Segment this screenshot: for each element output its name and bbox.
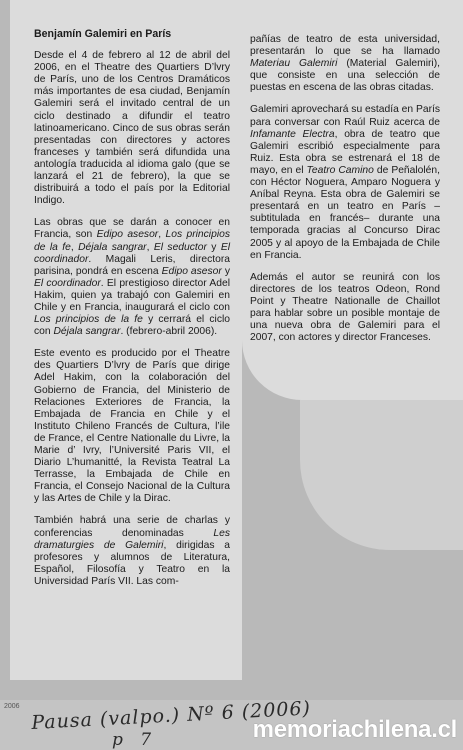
text-run: Desde el 4 de febrero al 12 de abril del 2006, en el Theatre des Quartiers D’lvry de París, uno de los Centros Dramáticos más importantes de esa ciudad, Benjamín Galemiri será el invitado central de un ciclo destinado a difundir el teatro latinoamericano. Cinco de sus obras serán presentadas con directores y actores franceses y también será difundida una antología traducida al idioma galo (que se lanzará el 21 de febrero), la que se distribuirá a todo el país por la Editorial Indigo. (34, 50, 230, 207)
article-paragraph (250, 104, 440, 261)
italic-title: Les dramaturgies de Galemiri (34, 527, 230, 551)
text-run: , (146, 241, 154, 253)
memoriachilena-logo: memoriachilena.cl (252, 716, 457, 743)
italic-title: Los principios de la fe (34, 229, 230, 253)
text-run: Las obras que se darán a conocer en Francia, son (34, 217, 230, 241)
handwritten-citation: Pausa (valpo.) Nº 6 (2006) (30, 697, 312, 734)
text-run: . (febrero-abril 2006). (120, 326, 218, 338)
text-run: . Magali Leris, directora parisina, pondrá en escena (34, 253, 230, 277)
text-run: , dirigidas a profesores y alumnos de Literatura, Español, Filosofía y Teatro en la Universidad París VII. Las com- (34, 539, 230, 587)
italic-title: Infamante Electra (250, 128, 335, 140)
article-right-column (250, 34, 440, 354)
article-paragraph (250, 272, 440, 345)
italic-title: Edipo asesor (161, 265, 222, 277)
text-run: y cerrará el ciclo con (34, 314, 230, 338)
left-paragraphs (34, 50, 230, 588)
italic-title: El seductor (153, 241, 207, 253)
text-run: , (70, 241, 79, 253)
text-run: y (221, 265, 230, 277)
text-run: pañías de teatro de esta universidad, presentarán lo que se ha llamado (250, 34, 440, 58)
article-paragraph (34, 515, 230, 588)
text-run: También habrá una serie de charlas y conferencias denominadas (34, 515, 230, 539)
article-left-column (34, 28, 230, 598)
text-run: , (158, 229, 166, 241)
text-run: , obra de teatro que Galemiri escribió especialmente para Ruiz. Esta obra se estrenará el 18 de mayo, en el (250, 128, 440, 176)
page-number: 2006 (4, 703, 20, 710)
italic-title: Déjala sangrar (78, 241, 147, 253)
italic-title: Teatro Camino (306, 164, 374, 176)
italic-title: Materiau Galemiri (250, 58, 338, 70)
background-shape-lower-right (300, 400, 463, 550)
article-paragraph (34, 50, 230, 207)
article-paragraph (250, 34, 440, 94)
italic-title: Déjala sangrar (53, 326, 121, 338)
italic-title: Los principios de la fe (34, 314, 143, 326)
text-run: Este evento es producido por el Theatre des Quartiers D’lvry de París que dirige Adel Hakim, con la colaboración del Gobierno de Francia, del Ministerio de Relaciones Exteriores de Francia, la Embajada de Francia en Chile y el Instituto Chileno Francés de Cultura, l’ile de France, el Centre Nationalle du Livre, la Marie d’ Ivry, l’Université Paris VII, el Diario L’humanitté, la Revista Teatral La Terrasse, la Embajada de Chile en Francia, el Consejo Nacional de la Cultura y las Artes de Chile y la Dirac. (34, 348, 230, 505)
text-run: de Peñalolén, con Héctor Noguera, Amparo Noguera y Aníbal Reyna. Esta obra de Galemiri se presentará en un teatro en París –subtitulada en francés– durante una temporada gracias al Concurso Dirac 2005 y al apoyo de la Embajada de Chile en Francia. (250, 164, 441, 261)
right-paragraphs (250, 34, 440, 344)
article-heading: Benjamín Galemiri en París (34, 28, 172, 40)
italic-title: El coordinador (34, 241, 231, 265)
article-paragraph (34, 217, 230, 338)
handwritten-page: p 7 (112, 730, 158, 750)
text-run: (Material Galemiri), que consiste en una selección de puestas en escena de las obras citadas. (250, 58, 440, 94)
italic-title: Edipo asesor (96, 229, 159, 241)
text-run: Además el autor se reunirá con los directores de los teatros Odeon, Rond Point y Theatre Nationalle de Chaillot para hablar sobre un posible montaje de una nueva obra de Galemiri para el 2007, con actores y director Franceses. (250, 271, 440, 344)
text-run: Galemiri aprovechará su estadía en París para conversar con Raúl Ruiz acerca de (250, 104, 441, 128)
italic-title: El coordinador (34, 277, 101, 289)
article-paragraph (34, 348, 230, 505)
text-run: . El prestigioso director Adel Hakim, quien ya trabajó con Galemiri en Chile y en Francia, inaugurará el ciclo con (34, 277, 230, 313)
text-run: y (206, 241, 221, 253)
